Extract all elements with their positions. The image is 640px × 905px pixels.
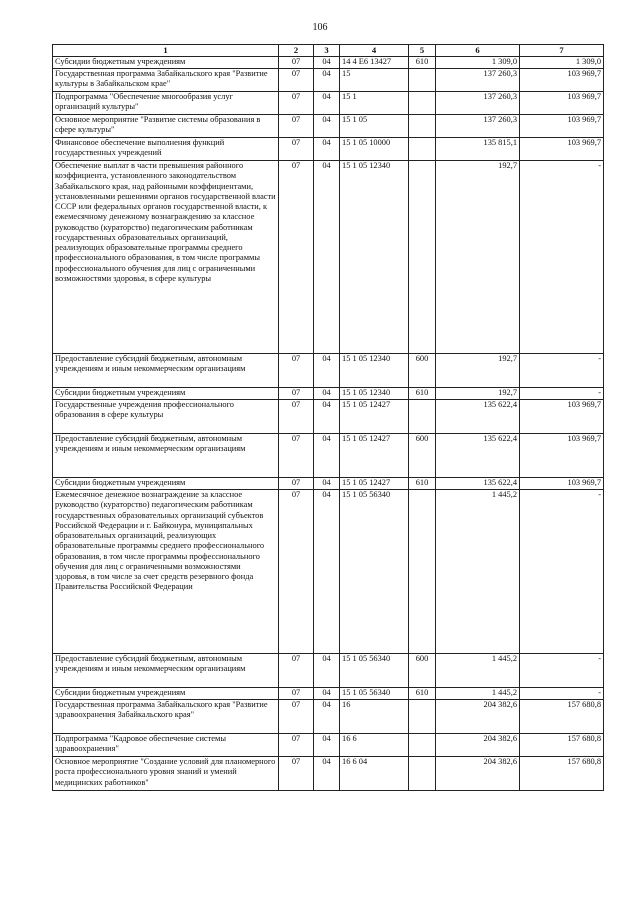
target-article-cell bbox=[340, 434, 409, 478]
row-name-cell-text: Подпрограмма "Кадровое обеспечение системы здравоохранения" bbox=[55, 734, 226, 754]
target-article-cell-text: 15 1 05 56340 bbox=[342, 688, 391, 697]
amount-col7-cell-text: 103 969,7 bbox=[567, 478, 601, 487]
table-row bbox=[53, 434, 604, 478]
amount-col7-cell-text: 103 969,7 bbox=[567, 434, 601, 443]
amount-col7-cell bbox=[520, 490, 604, 654]
amount-col6-cell-text: 137 260,3 bbox=[483, 69, 517, 78]
target-article-cell-text: 15 1 05 12427 bbox=[342, 434, 391, 443]
target-article-cell bbox=[340, 654, 409, 688]
section-code-cell bbox=[279, 400, 314, 434]
target-article-cell bbox=[340, 115, 409, 138]
row-name-cell bbox=[53, 400, 279, 434]
section-code-cell bbox=[279, 434, 314, 478]
amount-col7-cell bbox=[520, 57, 604, 69]
expense-type-cell-text bbox=[411, 400, 433, 433]
section-code-cell bbox=[279, 161, 314, 354]
expense-type-cell bbox=[409, 654, 436, 688]
amount-col6-cell bbox=[436, 700, 520, 734]
row-name-cell-text: Субсидии бюджетным учреждениям bbox=[55, 388, 186, 397]
section-code-cell-text: 07 bbox=[291, 700, 301, 709]
expense-type-cell-text bbox=[411, 757, 433, 790]
col-header-4: 4 bbox=[340, 45, 409, 57]
subsection-code-cell-text: 04 bbox=[322, 434, 331, 443]
subsection-code-cell-text: 04 bbox=[322, 115, 331, 124]
expense-type-cell bbox=[409, 138, 436, 161]
row-name-cell bbox=[53, 700, 279, 734]
subsection-code-cell-text: 04 bbox=[322, 688, 331, 697]
section-code-cell-text: 07 bbox=[291, 434, 301, 443]
target-article-cell-text: 15 1 05 56340 bbox=[342, 490, 391, 499]
amount-col6-cell bbox=[436, 138, 520, 161]
section-code-cell-text: 07 bbox=[291, 734, 301, 743]
target-article-cell-text: 15 1 05 12427 bbox=[342, 400, 391, 409]
target-article-cell bbox=[340, 69, 409, 92]
col-header-1: 1 bbox=[53, 45, 279, 57]
row-name-cell bbox=[53, 490, 279, 654]
expense-type-cell-text bbox=[411, 115, 433, 137]
amount-col7-cell bbox=[520, 400, 604, 434]
amount-col6-cell bbox=[436, 734, 520, 757]
subsection-code-cell bbox=[314, 138, 340, 161]
header-row bbox=[53, 45, 604, 57]
amount-col6-cell-text: 137 260,3 bbox=[483, 92, 517, 101]
expense-type-cell bbox=[409, 354, 436, 388]
table-row bbox=[53, 700, 604, 734]
amount-col7-cell bbox=[520, 654, 604, 688]
amount-col6-cell-text: 204 382,6 bbox=[483, 734, 517, 743]
amount-col7-cell-text: - bbox=[598, 688, 601, 697]
row-name-cell-text: Государственная программа Забайкальского края "Развитие здравоохранения Забайкальского края" bbox=[55, 700, 268, 720]
subsection-code-cell bbox=[314, 434, 340, 478]
subsection-code-cell bbox=[314, 478, 340, 490]
col-header-5: 5 bbox=[409, 45, 436, 57]
amount-col6-cell-text: 1 445,2 bbox=[491, 688, 517, 697]
target-article-cell-text: 15 1 05 12340 bbox=[342, 388, 391, 397]
row-name-cell-text: Субсидии бюджетным учреждениям bbox=[55, 688, 186, 697]
row-name-cell-text: Субсидии бюджетным учреждениям bbox=[55, 478, 186, 487]
amount-col6-cell bbox=[436, 688, 520, 700]
section-code-cell bbox=[279, 57, 314, 69]
target-article-cell bbox=[340, 161, 409, 354]
target-article-cell-text: 15 1 05 bbox=[342, 115, 368, 124]
amount-col6-cell bbox=[436, 757, 520, 791]
row-name-cell bbox=[53, 757, 279, 791]
row-name-cell-text: Субсидии бюджетным учреждениям bbox=[55, 57, 186, 66]
amount-col6-cell-text: 135 622,4 bbox=[483, 400, 517, 409]
table-row bbox=[53, 757, 604, 791]
col-header-7: 7 bbox=[520, 45, 604, 57]
amount-col6-cell-text: 192,7 bbox=[498, 354, 517, 363]
amount-col7-cell-text: - bbox=[598, 654, 601, 663]
subsection-code-cell bbox=[314, 654, 340, 688]
section-code-cell-text: 07 bbox=[291, 388, 301, 397]
subsection-code-cell-text: 04 bbox=[322, 138, 331, 147]
amount-col6-cell-text: 135 622,4 bbox=[483, 434, 517, 443]
section-code-cell bbox=[279, 757, 314, 791]
amount-col7-cell-text: - bbox=[598, 388, 601, 397]
expense-type-cell-text bbox=[411, 490, 433, 653]
target-article-cell bbox=[340, 92, 409, 115]
row-name-cell bbox=[53, 161, 279, 354]
section-code-cell bbox=[279, 92, 314, 115]
expense-type-cell bbox=[409, 69, 436, 92]
row-name-cell-text: Обеспечение выплат в части превышения районного коэффициента, установленного законодательством Забайкальского края, над районными коэффициентами, установленными решениями органов государственной власти СССР или федеральных органов государственной власти, к ежемесячному денежному вознаграждению за классное руководство (кураторство) педагогическим работникам государственных образовательных организаций, реализующих образовательные программы среднего профессионального образования, в том числе программы профессионального обучения для лиц с ограниченными возможностями здоровья, в сфере культуры bbox=[55, 161, 276, 283]
subsection-code-cell bbox=[314, 400, 340, 434]
section-code-cell-text: 07 bbox=[291, 115, 301, 124]
section-code-cell bbox=[279, 388, 314, 400]
amount-col6-cell-text: 1 445,2 bbox=[491, 490, 517, 499]
subsection-code-cell-text: 04 bbox=[322, 757, 331, 766]
amount-col6-cell-text: 192,7 bbox=[498, 161, 517, 170]
section-code-cell bbox=[279, 490, 314, 654]
target-article-cell bbox=[340, 354, 409, 388]
subsection-code-cell-text: 04 bbox=[322, 69, 331, 78]
expense-type-cell bbox=[409, 700, 436, 734]
amount-col6-cell-text: 1 445,2 bbox=[491, 654, 517, 663]
amount-col7-cell bbox=[520, 700, 604, 734]
amount-col6-cell bbox=[436, 490, 520, 654]
subsection-code-cell bbox=[314, 757, 340, 791]
amount-col7-cell bbox=[520, 388, 604, 400]
row-name-cell bbox=[53, 388, 279, 400]
subsection-code-cell bbox=[314, 92, 340, 115]
target-article-cell bbox=[340, 478, 409, 490]
table-row bbox=[53, 92, 604, 115]
target-article-cell-text: 15 bbox=[342, 69, 351, 78]
row-name-cell bbox=[53, 688, 279, 700]
amount-col7-cell bbox=[520, 92, 604, 115]
target-article-cell-text: 16 6 04 bbox=[342, 757, 368, 766]
section-code-cell bbox=[279, 734, 314, 757]
table-row bbox=[53, 138, 604, 161]
target-article-cell-text: 15 1 05 12340 bbox=[342, 354, 391, 363]
target-article-cell-text: 14 4 Е6 13427 bbox=[342, 57, 392, 66]
subsection-code-cell-text: 04 bbox=[322, 700, 331, 709]
amount-col7-cell bbox=[520, 688, 604, 700]
subsection-code-cell-text: 04 bbox=[322, 490, 331, 499]
table-row bbox=[53, 654, 604, 688]
subsection-code-cell bbox=[314, 115, 340, 138]
amount-col6-cell bbox=[436, 478, 520, 490]
section-code-cell bbox=[279, 700, 314, 734]
expense-type-cell bbox=[409, 434, 436, 478]
target-article-cell bbox=[340, 490, 409, 654]
expense-type-cell-text bbox=[411, 69, 433, 91]
target-article-cell bbox=[340, 57, 409, 69]
row-name-cell bbox=[53, 734, 279, 757]
amount-col7-cell bbox=[520, 757, 604, 791]
amount-col7-cell-text: 157 680,8 bbox=[567, 700, 601, 709]
amount-col7-cell-text: 157 680,8 bbox=[567, 734, 601, 743]
expense-type-cell bbox=[409, 57, 436, 69]
subsection-code-cell-text: 04 bbox=[322, 478, 331, 487]
section-code-cell-text: 07 bbox=[291, 138, 301, 147]
amount-col6-cell-text: 135 622,4 bbox=[483, 478, 517, 487]
amount-col7-cell-text: 103 969,7 bbox=[567, 400, 601, 409]
table-row bbox=[53, 161, 604, 354]
row-name-cell bbox=[53, 69, 279, 92]
subsection-code-cell-text: 04 bbox=[322, 388, 331, 397]
row-name-cell bbox=[53, 138, 279, 161]
budget-table bbox=[52, 44, 604, 791]
target-article-cell bbox=[340, 688, 409, 700]
row-name-cell bbox=[53, 92, 279, 115]
subsection-code-cell-text: 04 bbox=[322, 654, 331, 663]
amount-col6-cell bbox=[436, 388, 520, 400]
subsection-code-cell-text: 04 bbox=[322, 354, 331, 363]
subsection-code-cell-text: 04 bbox=[322, 92, 331, 101]
subsection-code-cell bbox=[314, 57, 340, 69]
row-name-cell-text: Подпрограмма "Обеспечение многообразия услуг организаций культуры" bbox=[55, 92, 233, 112]
amount-col6-cell-text: 137 260,3 bbox=[483, 115, 517, 124]
expense-type-cell bbox=[409, 161, 436, 354]
table-row bbox=[53, 115, 604, 138]
target-article-cell bbox=[340, 400, 409, 434]
expense-type-cell-text: 600 bbox=[415, 354, 429, 363]
expense-type-cell-text: 610 bbox=[415, 57, 429, 66]
row-name-cell bbox=[53, 654, 279, 688]
expense-type-cell-text: 600 bbox=[415, 654, 429, 663]
col-header-6: 6 bbox=[436, 45, 520, 57]
subsection-code-cell-text: 04 bbox=[322, 57, 331, 66]
amount-col6-cell-text: 204 382,6 bbox=[483, 757, 517, 766]
section-code-cell-text: 07 bbox=[291, 354, 301, 363]
row-name-cell bbox=[53, 57, 279, 69]
col-header-2: 2 bbox=[279, 45, 314, 57]
table-row bbox=[53, 688, 604, 700]
subsection-code-cell bbox=[314, 161, 340, 354]
expense-type-cell-text bbox=[411, 734, 433, 756]
amount-col6-cell-text: 192,7 bbox=[498, 388, 517, 397]
target-article-cell bbox=[340, 734, 409, 757]
table-row bbox=[53, 400, 604, 434]
section-code-cell-text: 07 bbox=[291, 57, 301, 66]
section-code-cell-text: 07 bbox=[291, 161, 301, 170]
expense-type-cell bbox=[409, 400, 436, 434]
amount-col6-cell-text: 204 382,6 bbox=[483, 700, 517, 709]
table-row bbox=[53, 69, 604, 92]
amount-col7-cell-text: - bbox=[598, 161, 601, 170]
amount-col7-cell-text: 103 969,7 bbox=[567, 92, 601, 101]
section-code-cell-text: 07 bbox=[291, 490, 301, 499]
amount-col7-cell-text: - bbox=[598, 354, 601, 363]
expense-type-cell-text: 610 bbox=[415, 478, 429, 487]
table-row bbox=[53, 388, 604, 400]
amount-col7-cell bbox=[520, 69, 604, 92]
expense-type-cell-text bbox=[411, 161, 433, 353]
subsection-code-cell bbox=[314, 388, 340, 400]
expense-type-cell-text bbox=[411, 138, 433, 160]
amount-col7-cell bbox=[520, 434, 604, 478]
amount-col6-cell bbox=[436, 434, 520, 478]
row-name-cell bbox=[53, 354, 279, 388]
amount-col7-cell-text: 157 680,8 bbox=[567, 757, 601, 766]
section-code-cell bbox=[279, 69, 314, 92]
section-code-cell bbox=[279, 115, 314, 138]
amount-col6-cell-text: 135 815,1 bbox=[483, 138, 517, 147]
amount-col6-cell bbox=[436, 69, 520, 92]
row-name-cell-text: Государственные учреждения профессионального образования в сфере культуры bbox=[55, 400, 234, 420]
section-code-cell-text: 07 bbox=[291, 654, 301, 663]
expense-type-cell bbox=[409, 688, 436, 700]
row-name-cell-text: Предоставление субсидий бюджетным, автономным учреждениям и иным некоммерческим организациям bbox=[55, 434, 246, 454]
expense-type-cell bbox=[409, 478, 436, 490]
section-code-cell-text: 07 bbox=[291, 400, 301, 409]
subsection-code-cell bbox=[314, 700, 340, 734]
target-article-cell bbox=[340, 138, 409, 161]
section-code-cell bbox=[279, 654, 314, 688]
amount-col7-cell-text: 103 969,7 bbox=[567, 138, 601, 147]
table-row bbox=[53, 734, 604, 757]
amount-col7-cell bbox=[520, 138, 604, 161]
amount-col7-cell-text: - bbox=[598, 490, 601, 499]
amount-col7-cell bbox=[520, 161, 604, 354]
amount-col6-cell bbox=[436, 92, 520, 115]
expense-type-cell bbox=[409, 92, 436, 115]
section-code-cell-text: 07 bbox=[291, 69, 301, 78]
section-code-cell bbox=[279, 354, 314, 388]
expense-type-cell bbox=[409, 757, 436, 791]
subsection-code-cell bbox=[314, 688, 340, 700]
table-row bbox=[53, 354, 604, 388]
subsection-code-cell bbox=[314, 354, 340, 388]
target-article-cell bbox=[340, 757, 409, 791]
subsection-code-cell-text: 04 bbox=[322, 734, 331, 743]
amount-col6-cell bbox=[436, 115, 520, 138]
target-article-cell-text: 15 1 05 56340 bbox=[342, 654, 391, 663]
amount-col6-cell bbox=[436, 161, 520, 354]
target-article-cell-text: 16 6 bbox=[342, 734, 357, 743]
expense-type-cell-text: 600 bbox=[415, 434, 429, 443]
target-article-cell-text: 16 bbox=[342, 700, 351, 709]
row-name-cell-text: Основное мероприятие "Создание условий для планомерного роста профессионального уровня знаний и умений медицинских работников" bbox=[55, 757, 276, 787]
section-code-cell bbox=[279, 688, 314, 700]
subsection-code-cell bbox=[314, 69, 340, 92]
row-name-cell bbox=[53, 434, 279, 478]
page-number: 106 bbox=[312, 22, 328, 33]
table-row bbox=[53, 478, 604, 490]
target-article-cell bbox=[340, 388, 409, 400]
amount-col6-cell-text: 1 309,0 bbox=[491, 57, 517, 66]
row-name-cell-text: Основное мероприятие "Развитие системы образования в сфере культуры" bbox=[55, 115, 261, 135]
table-row bbox=[53, 57, 604, 69]
row-name-cell-text: Предоставление субсидий бюджетным, автономным учреждениям и иным некоммерческим организациям bbox=[55, 354, 246, 374]
amount-col7-cell bbox=[520, 734, 604, 757]
target-article-cell-text: 15 1 bbox=[342, 92, 357, 101]
row-name-cell bbox=[53, 115, 279, 138]
section-code-cell bbox=[279, 478, 314, 490]
subsection-code-cell-text: 04 bbox=[322, 400, 331, 409]
subsection-code-cell-text: 04 bbox=[322, 161, 331, 170]
expense-type-cell-text: 610 bbox=[415, 688, 429, 697]
amount-col6-cell bbox=[436, 400, 520, 434]
section-code-cell-text: 07 bbox=[291, 688, 301, 697]
section-code-cell bbox=[279, 138, 314, 161]
section-code-cell-text: 07 bbox=[291, 478, 301, 487]
expense-type-cell bbox=[409, 490, 436, 654]
table-row bbox=[53, 490, 604, 654]
amount-col6-cell bbox=[436, 354, 520, 388]
amount-col6-cell bbox=[436, 57, 520, 69]
col-header-3: 3 bbox=[314, 45, 340, 57]
target-article-cell-text: 15 1 05 12427 bbox=[342, 478, 391, 487]
target-article-cell-text: 15 1 05 10000 bbox=[342, 138, 391, 147]
row-name-cell-text: Ежемесячное денежное вознаграждение за классное руководство (кураторство) педагогическим работникам государственных образовательных организаций субъектов Российской Федерации и г. Байконура, муниципальных образовательных организаций, реализующих образовательные программы среднего профессионального образования, в том числе программы профессионального обучения для лиц с ограниченными возможностями здоровья, в том числе за счет средств резервного фонда Правительства Российской Федерации bbox=[55, 490, 265, 592]
subsection-code-cell bbox=[314, 490, 340, 654]
row-name-cell-text: Предоставление субсидий бюджетным, автономным учреждениям и иным некоммерческим организациям bbox=[55, 654, 246, 674]
expense-type-cell bbox=[409, 115, 436, 138]
section-code-cell-text: 07 bbox=[291, 92, 301, 101]
target-article-cell bbox=[340, 700, 409, 734]
amount-col7-cell-text: 103 969,7 bbox=[567, 115, 601, 124]
amount-col7-cell bbox=[520, 115, 604, 138]
subsection-code-cell bbox=[314, 734, 340, 757]
target-article-cell-text: 15 1 05 12340 bbox=[342, 161, 391, 170]
amount-col7-cell bbox=[520, 478, 604, 490]
row-name-cell-text: Финансовое обеспечение выполнения функций государственных учреждений bbox=[55, 138, 225, 158]
section-code-cell-text: 07 bbox=[291, 757, 301, 766]
amount-col7-cell-text: 103 969,7 bbox=[567, 69, 601, 78]
expense-type-cell-text bbox=[411, 700, 433, 733]
expense-type-cell-text: 610 bbox=[415, 388, 429, 397]
amount-col7-cell-text: 1 309,0 bbox=[575, 57, 601, 66]
amount-col7-cell bbox=[520, 354, 604, 388]
row-name-cell-text: Государственная программа Забайкальского края "Развитие культуры в Забайкальском крае" bbox=[55, 69, 268, 89]
expense-type-cell-text bbox=[411, 92, 433, 114]
expense-type-cell bbox=[409, 734, 436, 757]
amount-col6-cell bbox=[436, 654, 520, 688]
row-name-cell bbox=[53, 478, 279, 490]
expense-type-cell bbox=[409, 388, 436, 400]
